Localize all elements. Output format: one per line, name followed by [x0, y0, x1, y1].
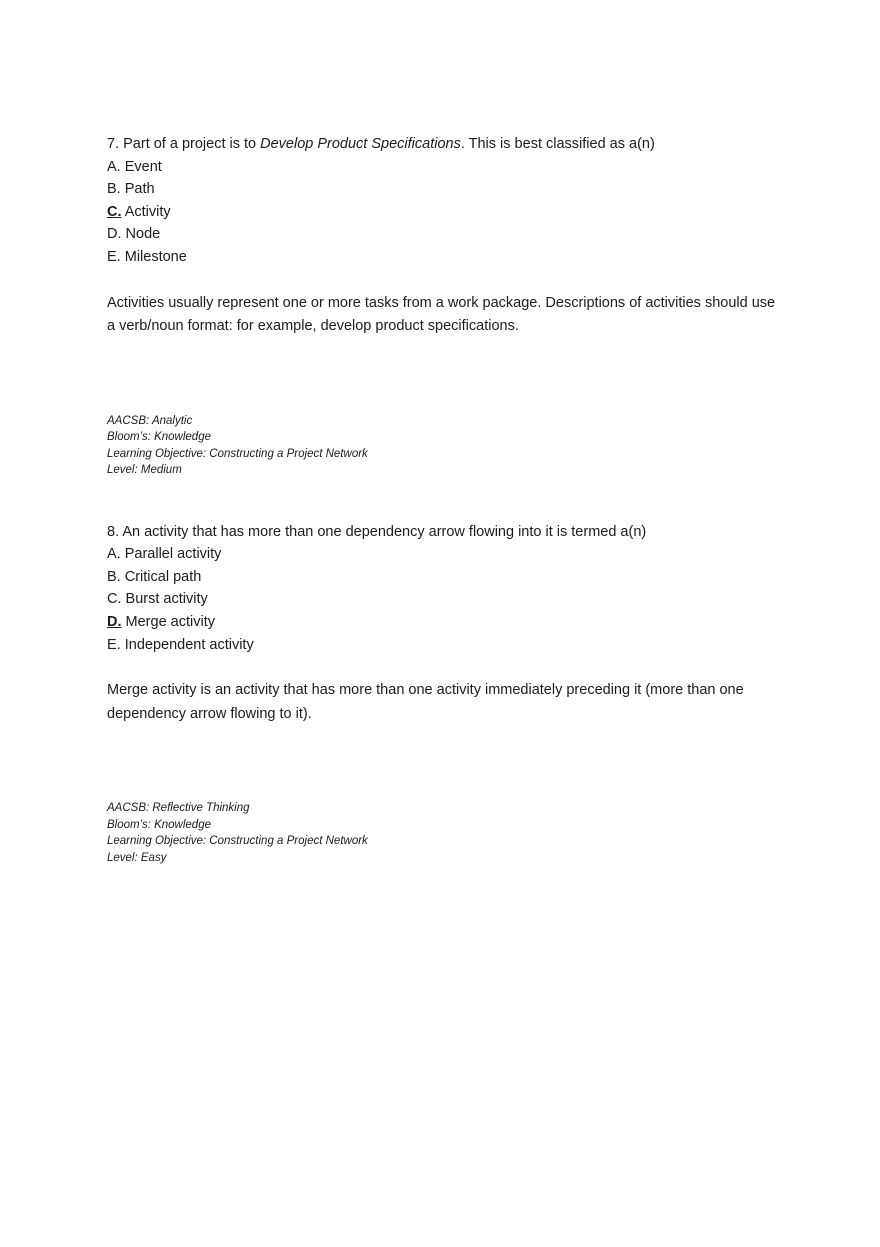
option-letter: E. [107, 248, 121, 265]
option-text: Parallel activity [124, 546, 222, 563]
question-7-stem-suffix: . This is best classified as a(n) [460, 136, 655, 152]
question-8 [107, 521, 787, 867]
option-text: Path [124, 181, 155, 198]
question-7-option-a [107, 156, 787, 179]
question-8-option-d [107, 611, 787, 634]
option-letter: E. [107, 636, 121, 653]
question-7-option-c [107, 201, 787, 224]
metadata-blooms: Bloom’s: Knowledge [107, 431, 211, 444]
question-8-option-b [107, 566, 787, 589]
question-7-stem [107, 133, 787, 156]
question-7-option-d [107, 223, 787, 246]
option-text: Merge activity [125, 613, 215, 630]
question-7-explanation: Activities usually represent one or more tasks from a work package. Descriptions of activities should use a verb/noun format: for example, develop product specifications. [107, 294, 776, 335]
option-text: Event [124, 158, 162, 175]
option-text: Milestone [124, 248, 187, 265]
question-8-option-c [107, 588, 787, 611]
metadata-level: Level: Easy [107, 851, 167, 864]
option-text: Critical path [124, 568, 202, 585]
metadata-learning-objective: Learning Objective: Constructing a Project Network [107, 447, 368, 460]
option-text: Activity [124, 203, 171, 220]
option-text: Independent activity [124, 636, 254, 653]
question-7-option-e [107, 246, 787, 269]
option-text: Node [125, 226, 161, 243]
metadata-aacsb: AACSB: Reflective Thinking [107, 802, 250, 815]
option-letter: A. [107, 158, 121, 175]
question-8-stem-text: An activity that has more than one dependency arrow flowing into it is termed a(n) [122, 523, 647, 540]
metadata-blooms: Bloom’s: Knowledge [107, 818, 211, 831]
question-7-number: 7. [107, 136, 120, 152]
question-8-number: 8. [107, 523, 120, 540]
option-letter: C. [107, 591, 122, 608]
question-7 [107, 133, 787, 479]
option-text: Burst activity [125, 591, 208, 608]
correct-option-letter: D. [107, 613, 122, 630]
question-7-option-b [107, 178, 787, 201]
correct-option-letter: C. [107, 203, 122, 220]
option-letter: D. [107, 226, 122, 243]
question-7-stem-text: Part of a project is to [123, 136, 261, 152]
metadata-aacsb: AACSB: Analytic [107, 414, 193, 427]
question-7-metadata [107, 413, 787, 479]
option-letter: B. [107, 568, 121, 585]
question-8-metadata [107, 800, 787, 866]
question-8-stem [107, 521, 787, 544]
question-8-option-a [107, 543, 787, 566]
metadata-learning-objective: Learning Objective: Constructing a Project Network [107, 835, 368, 848]
question-8-explanation: Merge activity is an activity that has more than one activity immediately preceding it (more than one dependency arrow flowing to it). [107, 682, 744, 722]
option-letter: B. [107, 181, 121, 198]
question-8-option-e [107, 634, 787, 657]
question-7-stem-italic: Develop Product Specifications [260, 136, 461, 152]
metadata-level: Level: Medium [107, 464, 182, 477]
option-letter: A. [107, 546, 121, 563]
